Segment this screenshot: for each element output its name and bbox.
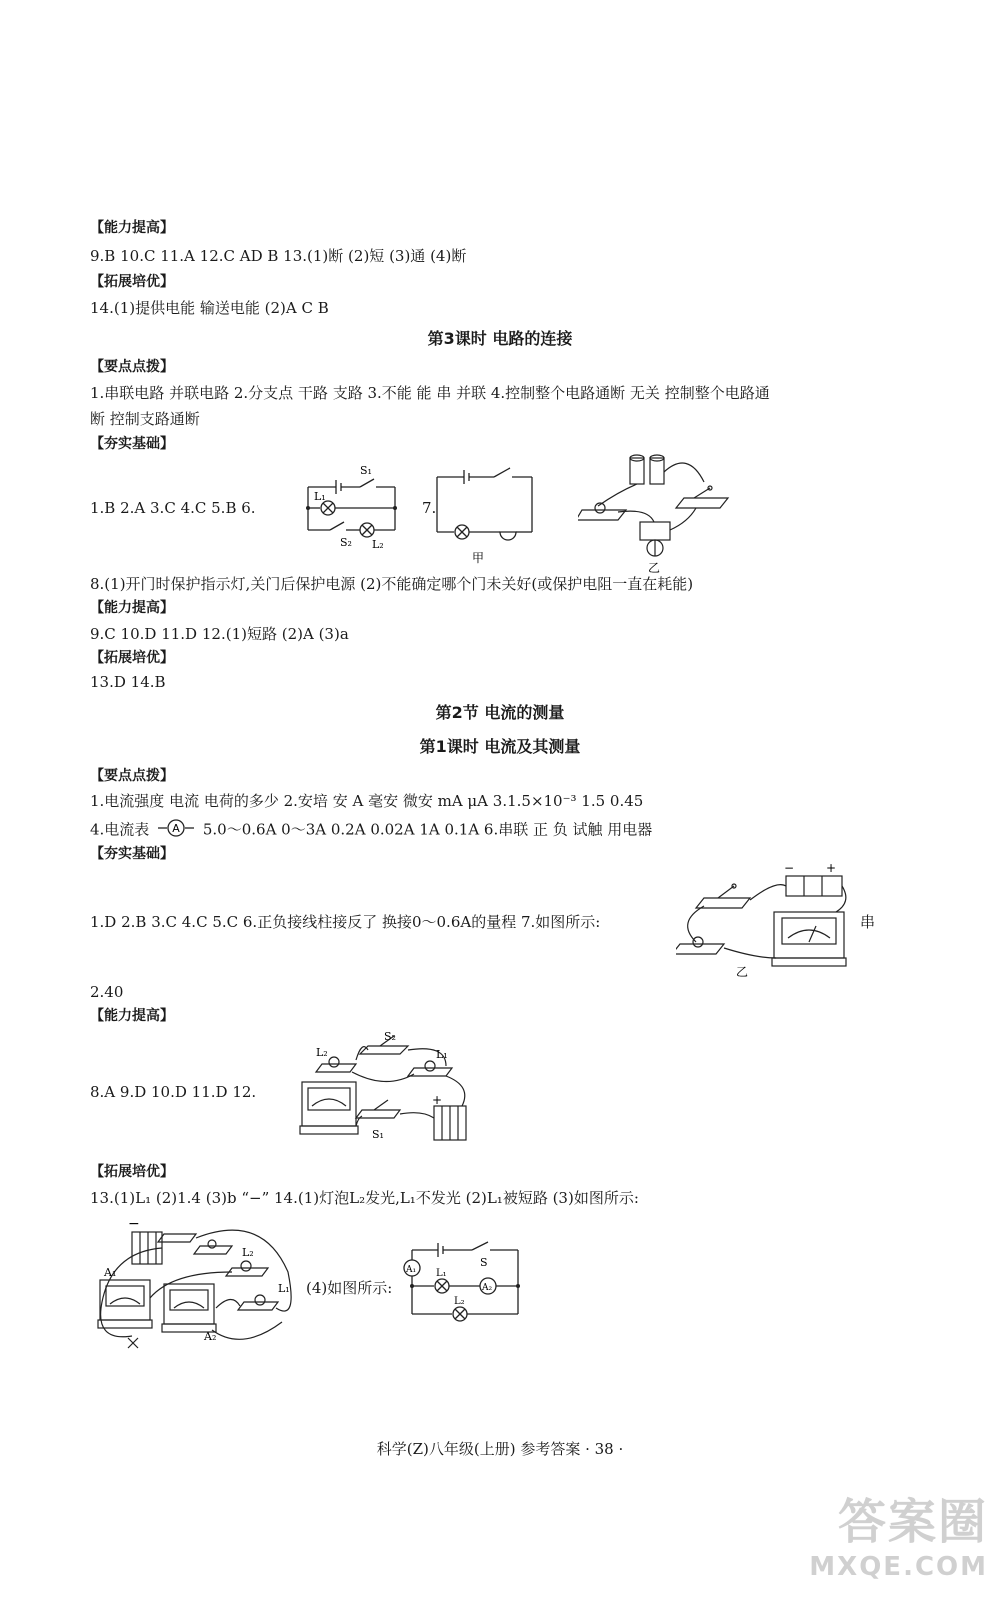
ammeter-symbol [158,818,194,843]
label-plus: + [432,1093,443,1107]
lesson-title: 第3课时 电路的连接 [427,329,573,348]
label-jia: 甲 [472,551,485,565]
lesson-title: 第1课时 电流及其测量 [419,737,581,756]
answer-line: 断 控制支路通断 [90,410,200,428]
heading-yaodian-2: 【要点点拨】 [90,359,174,375]
answer-text: 串 [860,913,876,931]
answer-line: 1.串联电路 并联电路 2.分支点 干路 支路 3.不能 能 串 并联 4.控制整个电路通断 无关 控制整个电路通 [90,384,770,402]
label-a2: A₂ [204,1330,217,1343]
label-yi: 乙 [648,561,661,574]
answer-line: 13.D 14.B [90,673,166,691]
heading-tuozhan-3: 【拓展培优】 [90,1164,174,1180]
label-l1: L₁ [436,1048,448,1061]
answer-line: 8.A 9.D 10.D 11.D 12. [90,1083,257,1101]
heading-nengli-3: 【能力提高】 [90,1008,174,1024]
answer-line: (4)如图所示: [306,1279,393,1297]
answer-line: 7. [422,499,437,517]
answer-text: 5.0～0.6A 0～3A 0.2A 0.02A 1A 0.1A 6.串联 正 负 试触 用电器 [202,820,653,839]
label-yi: 乙 [736,965,749,979]
label-a1: A₁ [104,1266,117,1279]
answer-line: 1.B 2.A 3.C 4.C 5.B 6. [90,499,256,517]
circuit-diagram-14-4 [396,1238,536,1338]
circuit-diagram-7a [432,462,542,570]
label-l2: L₂ [372,538,384,551]
heading-nengli-1: 【能力提高】 [90,220,174,236]
heading-hangshi-3: 【夯实基础】 [90,846,174,862]
heading-tuozhan-1: 【拓展培优】 [90,274,174,290]
label-l2: L₂ [316,1046,328,1059]
heading-hangshi-2: 【夯实基础】 [90,436,174,452]
label-l1: L₁ [436,1268,447,1279]
label-a2: A₂ [482,1283,493,1293]
answer-line: 1.D 2.B 3.C 4.C 5.C 6.正负接线柱接反了 换接0～0.6A的量程 7.如图所示: [90,913,601,931]
label-a1: A₁ [406,1265,417,1275]
answer-line [90,818,652,843]
heading-yaodian-3: 【要点点拨】 [90,768,174,784]
answer-line: 9.C 10.D 11.D 12.(1)短路 (2)A (3)a [90,625,349,643]
section-title: 第2节 电流的测量 [435,703,565,722]
circuit-diagram-6 [300,462,405,552]
circuit-picture-7b [578,452,738,574]
watermark-bottom: MXQE.COM [809,1552,988,1582]
label-l1: L₁ [278,1282,290,1295]
label-s2: S₂ [384,1030,396,1043]
answer-text: 4.电流表 [90,820,150,839]
answer-line: 13.(1)L₁ (2)1.4 (3)b “−” 14.(1)灯泡L₂发光,L₁不发光 (2)L₁被短路 (3)如图所示: [90,1189,639,1207]
label-s: S [480,1256,488,1269]
watermark-logo [809,1483,988,1582]
label-s1: S₁ [360,464,372,477]
label-l2: L₂ [242,1246,254,1259]
answer-line: 8.(1)开门时保护指示灯,关门后保护电源 (2)不能确定哪个门未关好(或保护电阻一直在耗能) [90,575,694,593]
circuit-picture-ammeter [676,862,856,980]
heading-nengli-2: 【能力提高】 [90,600,174,616]
answer-line: 1.电流强度 电流 电荷的多少 2.安培 安 A 毫安 微安 mA μA 3.1.5×10⁻³ 1.5 0.45 [90,792,644,810]
label-s1: S₁ [372,1128,384,1141]
page-footer: 科学(Z)八年级(上册) 参考答案 · 38 · [376,1440,624,1458]
label-s2: S₂ [340,536,352,549]
label-minus: − [784,862,795,875]
circuit-picture-12 [296,1030,482,1148]
answer-line: 2.40 [90,983,124,1001]
circuit-picture-14-3 [92,1212,302,1362]
heading-tuozhan-2: 【拓展培优】 [90,650,174,666]
watermark-top: 答案圈 [837,1494,988,1550]
label-plus: + [826,862,837,875]
label-minus: − [128,1216,140,1232]
answer-line: 14.(1)提供电能 输送电能 (2)A C B [90,299,329,317]
answer-line: 9.B 10.C 11.A 12.C AD B 13.(1)断 (2)短 (3)通 (4)断 [90,247,467,265]
label-l1: L₁ [314,490,326,503]
label-l2: L₂ [454,1296,465,1307]
ammeter-letter: A [172,822,180,835]
